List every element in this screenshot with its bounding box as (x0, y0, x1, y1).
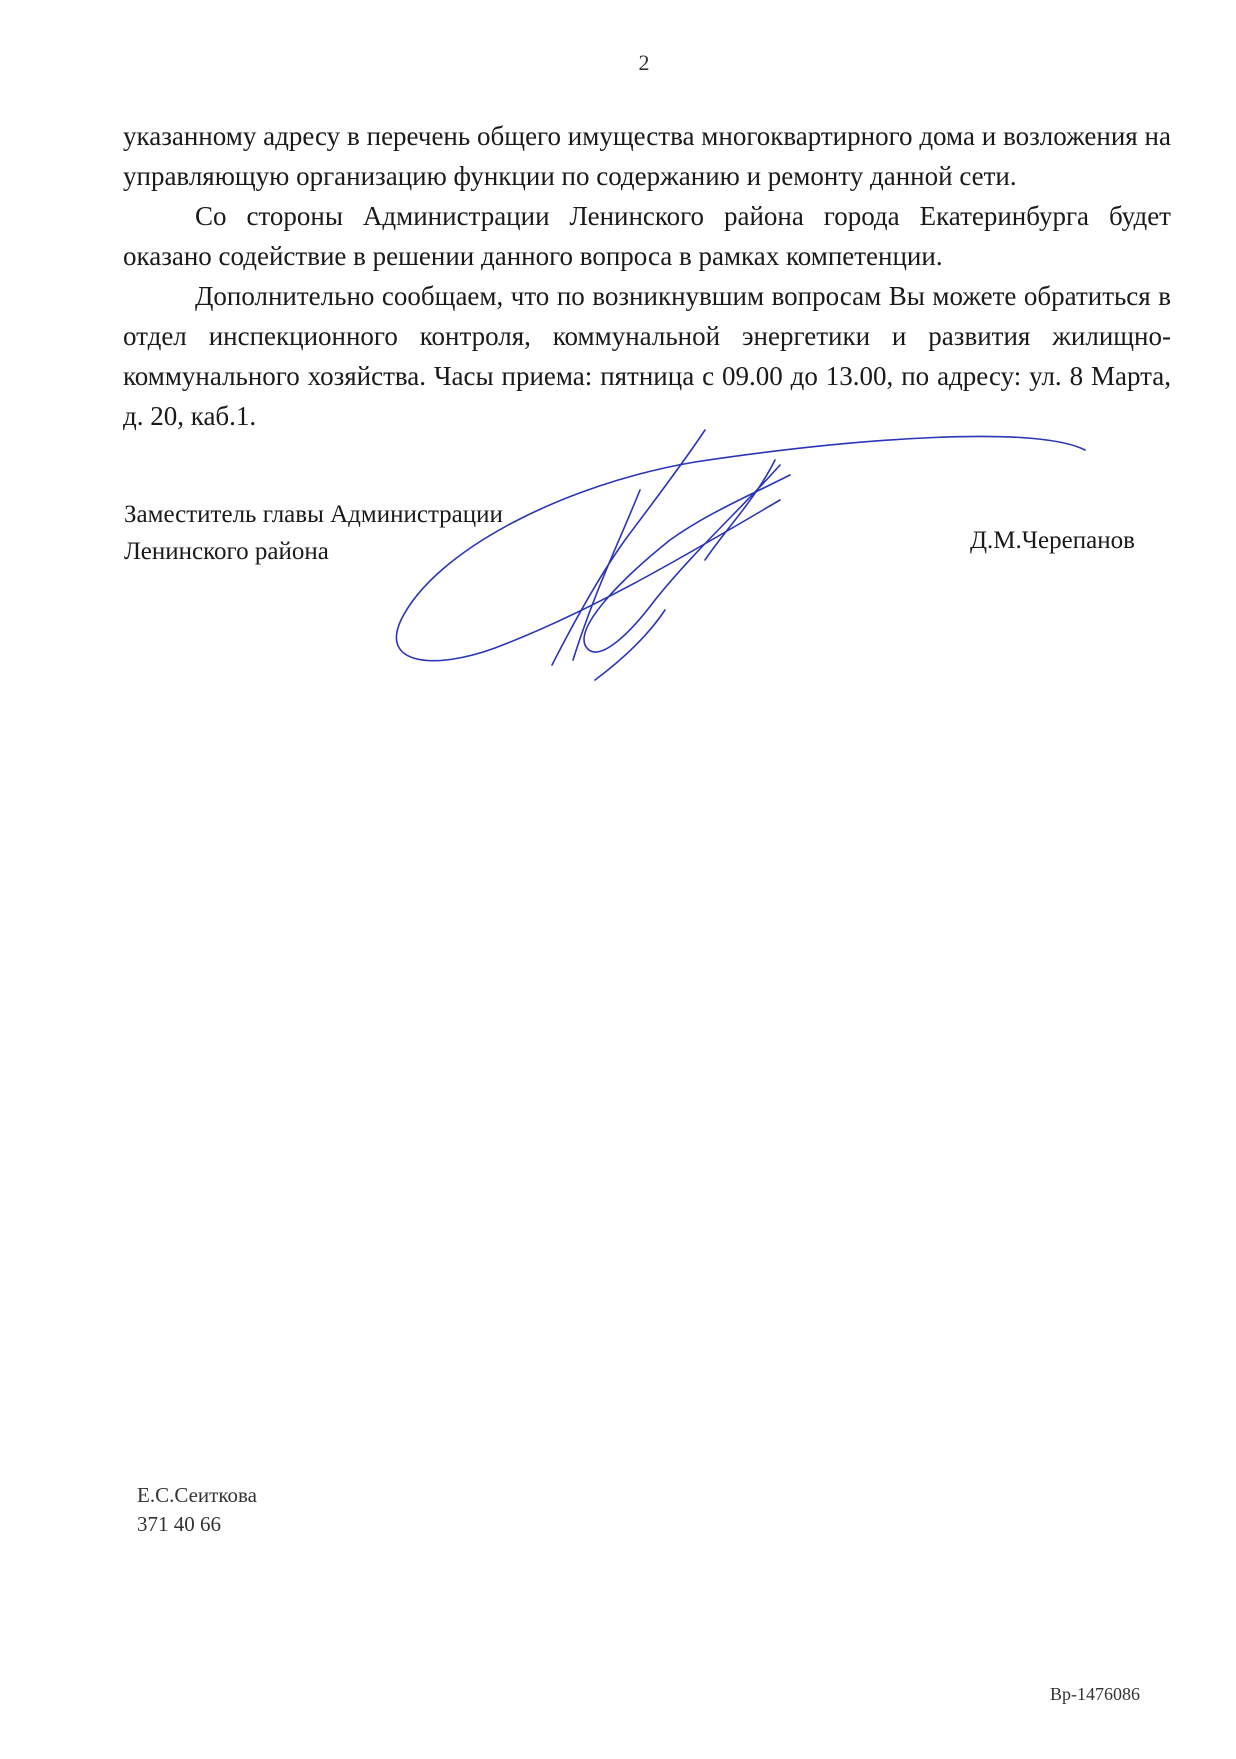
signature-main-loop (396, 436, 1085, 660)
signer-position-line-1: Заместитель главы Администрации (124, 501, 503, 528)
executor-phone: 371 40 66 (137, 1512, 221, 1536)
handwritten-signature (395, 420, 1090, 720)
paragraph-3: Дополнительно сообщаем, что по возникнувшим вопросам Вы можете обратиться в отдел инспекционного контроля, коммунальной энергетики и развития жилищно-коммунального хозяйства. Часы приема: пятница с 09.00 до 13.00, по адресу: ул. 8 Марта, д. 20, каб.1. (123, 281, 1171, 431)
signature-tail (595, 610, 665, 680)
paragraph-2: Со стороны Администрации Ленинского района города Екатеринбурга будет оказано содействие в решении данного вопроса в рамках компетенции. (123, 201, 1171, 271)
signer-name: Д.М.Черепанов (970, 527, 1135, 554)
executor-info (137, 1481, 257, 1539)
executor-name: Е.С.Сеиткова (137, 1483, 257, 1507)
letter-body (123, 116, 1171, 436)
page-number: 2 (638, 50, 650, 75)
document-reference: Вр-1476086 (1050, 1684, 1140, 1704)
paragraph-1: указанному адресу в перечень общего имущества многоквартирного дома и возложения на управляющую организацию функции по содержанию и ремонту данной сети. (123, 121, 1171, 191)
signature-right-loop (584, 465, 790, 652)
signer-position-line-2: Ленинского района (124, 538, 329, 565)
signature-upper-stroke (552, 430, 705, 665)
